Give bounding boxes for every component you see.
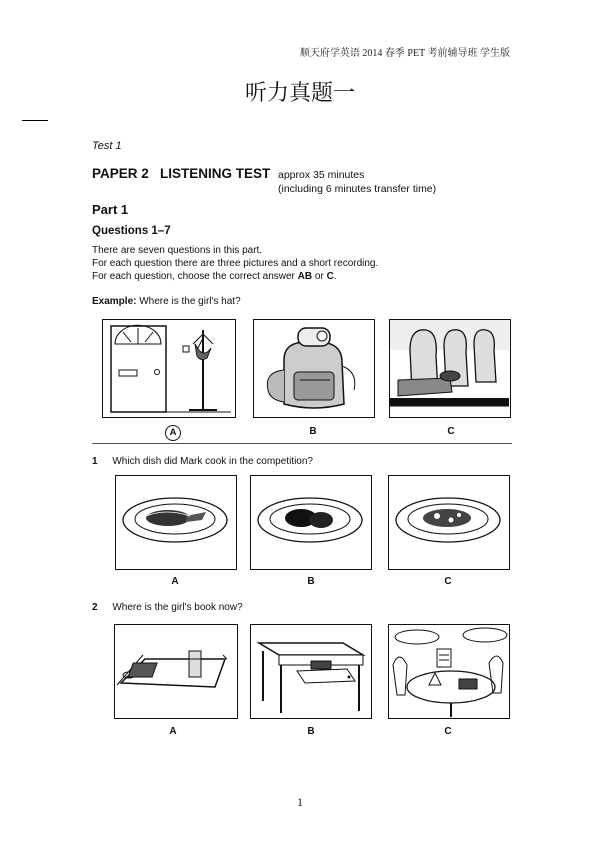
instruction-line-1: There are seven questions in this part. xyxy=(92,245,263,256)
instruction-line-3: For each question, choose the correct answer AB or C. xyxy=(92,271,337,282)
paper-duration xyxy=(278,168,436,196)
plate-fish-dish-illustration xyxy=(116,476,235,568)
example-picture-c xyxy=(389,319,511,418)
question-2-picture-a xyxy=(114,624,238,719)
question-2-text: Where is the girl's book now? xyxy=(112,602,243,613)
duration-line-1: approx 35 minutes xyxy=(278,169,365,181)
margin-mark xyxy=(22,120,48,121)
question-1-label-c: C xyxy=(444,576,452,587)
divider xyxy=(92,443,512,444)
question-2-picture-b xyxy=(250,624,372,719)
question-2-label-b: B xyxy=(307,726,315,737)
question-1-text: Which dish did Mark cook in the competition? xyxy=(112,456,313,467)
example-answer-a: A xyxy=(165,425,181,441)
part-title: Part 1 xyxy=(92,202,129,217)
example-picture-b xyxy=(253,319,375,418)
backpack-illustration xyxy=(254,320,373,416)
instructions xyxy=(92,244,378,283)
plate-mixed-dish-illustration xyxy=(389,476,508,568)
example-label-b: B xyxy=(309,426,317,437)
example-picture-a xyxy=(102,319,236,418)
paper-label: PAPER 2 xyxy=(92,166,149,181)
question-2-picture-c xyxy=(388,624,510,719)
question-1-picture-c xyxy=(388,475,510,570)
question-2 xyxy=(92,602,243,613)
page-number: 1 xyxy=(297,795,303,809)
test-label: Test 1 xyxy=(92,140,122,152)
question-2-label-c: C xyxy=(444,726,452,737)
bus-seats-illustration xyxy=(390,320,509,416)
question-1 xyxy=(92,456,313,467)
cafe-tables-illustration xyxy=(389,625,508,717)
page-title: 听力真题一 xyxy=(244,81,355,106)
table-drawer-illustration xyxy=(251,625,370,717)
question-1-picture-b xyxy=(250,475,372,570)
question-1-label-a: A xyxy=(171,576,179,587)
question-1-picture-a xyxy=(115,475,237,570)
door-coat-stand-illustration xyxy=(103,320,234,416)
example-label-c: C xyxy=(447,426,455,437)
example-question: Example: Where is the girl's hat? xyxy=(92,296,241,307)
page-header: 顺天府学英语 2014 春季 PET 考前辅导班 学生版 xyxy=(299,48,510,59)
plate-meat-dish-illustration xyxy=(251,476,370,568)
question-1-number: 1 xyxy=(92,456,98,467)
questions-range: Questions 1–7 xyxy=(92,225,171,237)
instruction-line-2: For each question there are three pictures and a short recording. xyxy=(92,258,379,269)
question-2-number: 2 xyxy=(92,602,98,613)
paper-name: LISTENING TEST xyxy=(160,166,271,181)
duration-line-2: (including 6 minutes transfer time) xyxy=(278,183,437,195)
question-1-label-b: B xyxy=(307,576,315,587)
tray-book-glass-illustration xyxy=(115,625,236,717)
question-2-label-a: A xyxy=(169,726,177,737)
